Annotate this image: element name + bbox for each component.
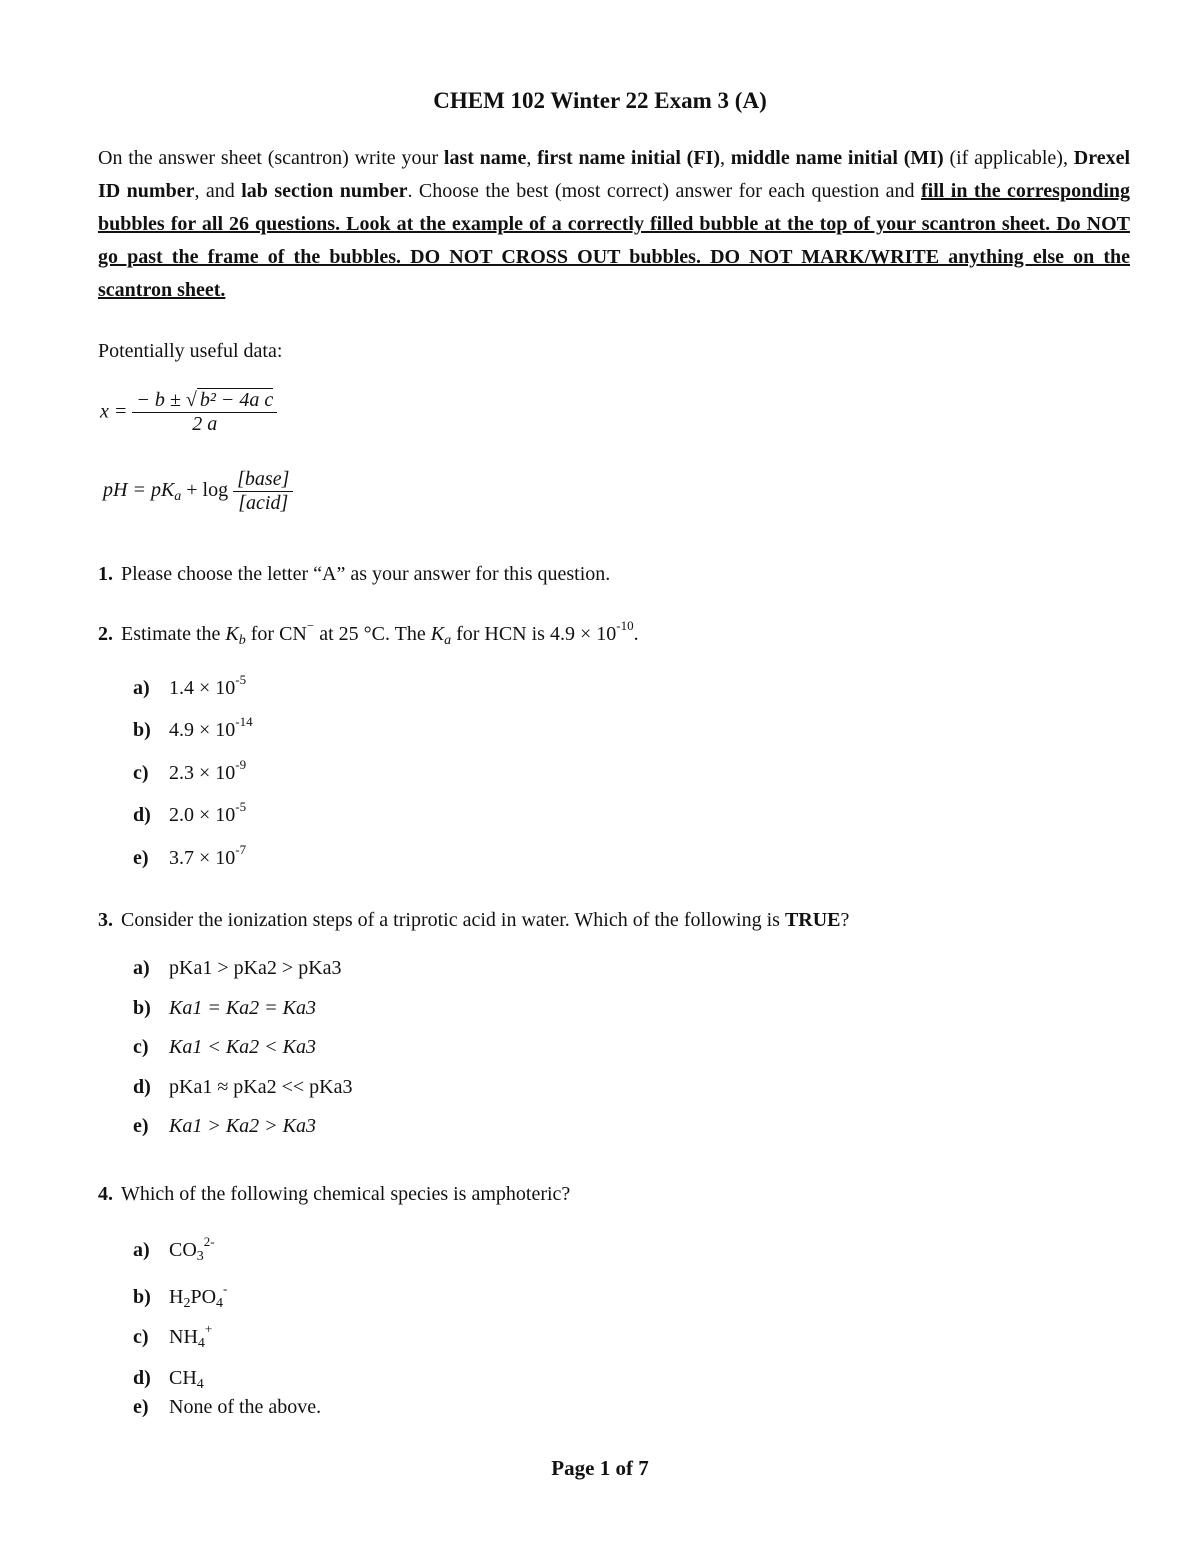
instructions-paragraph: On the answer sheet (scantron) write your last name, first name initial (FI), middle name initial (MI) (if applicable), Drexel ID number, and lab section number. Choose the best (most correct) answer for each question and fill in the corresponding bubbles for all 26 questions. Look at the example of a correctly filled bubble at the top of your scantron sheet. Do NOT go past the frame of the bubbles. DO NOT CROSS OUT bubbles. DO NOT MARK/WRITE anything else on the scantron sheet. — [98, 147, 1131, 301]
option-c[interactable]: c) Ka1 < Ka2 < Ka3 — [133, 1036, 317, 1058]
quadratic-formula: x = $\frac{\text{− b ± √ b² − 4a c}}{2 a}$ — [100, 388, 277, 436]
option-a[interactable]: a) $1.4 \times 10^{-5}$ — [133, 672, 247, 699]
option-b[interactable]: b) Ka1 = Ka2 = Ka3 — [133, 997, 317, 1019]
data-label: Potentially useful data: — [98, 340, 283, 362]
option-e[interactable]: e) None of the above. — [133, 1396, 322, 1418]
option-e[interactable]: e) Ka1 > Ka2 > Ka3 — [133, 1115, 317, 1137]
question-4: 4. Which of the following chemical species is amphoteric? — [98, 1183, 571, 1205]
option-c[interactable]: c) $NH_4^+$ — [133, 1321, 213, 1351]
option-d[interactable]: d) pKa1 ≈ pKa2 << pKa3 — [133, 1076, 353, 1098]
option-a[interactable]: a) pKa1 > pKa2 > pKa3 — [133, 957, 342, 979]
exam-title: CHEM 102 Winter 22 Exam 3 (A) — [433, 88, 767, 113]
henderson-hasselbalch-equation: pH = $pK_a + \log$ $\frac{\text{[base]}}{\text{[acid]}}$ — [103, 468, 293, 515]
option-c[interactable]: c) $2.3 \times 10^{-9}$ — [133, 757, 247, 784]
option-e[interactable]: e) $3.7 \times 10^{-7}$ — [133, 842, 247, 869]
scantron-instructions: fill in the corresponding bubbles for all 26 questions. Look at the example of a correctly filled bubble at the top of your scantron sheet. Do NOT go past the frame of the bubbles. DO NOT CROSS OUT bubbles. DO NOT MARK/WRITE anything else on the scantron sheet. — [98, 180, 1131, 301]
option-b[interactable]: b) $H_2PO_4^-$ — [133, 1281, 228, 1311]
option-d[interactable]: d) $CH_4$ — [133, 1367, 204, 1392]
option-d[interactable]: d) $2.0 \times 10^{-5}$ — [133, 799, 247, 826]
question-1: 1. Please choose the letter “A” as your answer for this question. — [98, 563, 611, 585]
page-number: Page 1 of 7 — [551, 1456, 649, 1480]
question-3: 3. Consider the ionization steps of a triprotic acid in water. Which of the following is TRUE? — [98, 909, 850, 931]
option-a[interactable]: a) $CO_3^{2-}$ — [133, 1234, 215, 1264]
question-2: 2. Estimate the $K_b$ for CN− at 25 °C. The $K_a$ for HCN is $4.9 \times 10^{-10}$. — [98, 618, 639, 648]
option-b[interactable]: b) $4.9 \times 10^{-14}$ — [133, 714, 253, 741]
